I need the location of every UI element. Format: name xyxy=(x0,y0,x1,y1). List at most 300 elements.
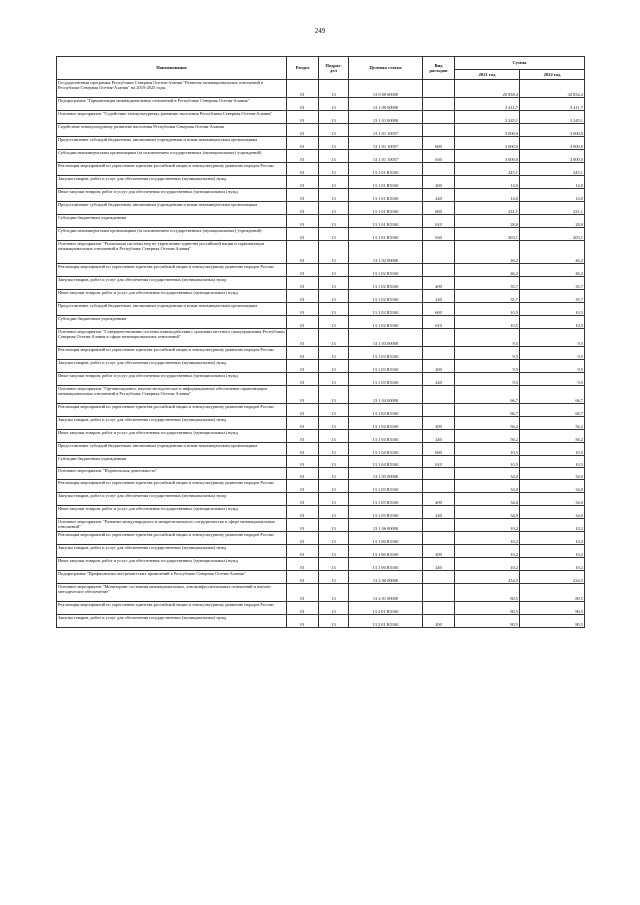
row-subsection-cell: 13 xyxy=(319,228,349,241)
row-amount-2021-cell: 3 000,0 xyxy=(455,137,520,150)
row-expense-type-cell: 630 xyxy=(423,150,455,163)
row-name-cell: Предоставление субсидий бюджетным, автономным учреждениям и иным некоммерческим организациям xyxy=(57,137,287,150)
row-amount-2022-cell: 10,5 xyxy=(520,443,585,456)
row-subsection-cell: 13 xyxy=(319,202,349,215)
row-section-cell: 01 xyxy=(287,493,319,506)
row-amount-2021-cell: 10,2 xyxy=(455,532,520,545)
row-expense-type-cell: 200 xyxy=(423,360,455,373)
table-row xyxy=(57,137,585,150)
table-row xyxy=(57,480,585,493)
row-expense-type-cell xyxy=(423,241,455,264)
row-amount-2021-cell: 34,0 xyxy=(455,493,520,506)
row-subsection-cell: 13 xyxy=(319,558,349,571)
row-subsection-cell: 13 xyxy=(319,189,349,202)
row-amount-2022-cell: 80,5 xyxy=(520,615,585,628)
row-target-article-cell: 13 1 01 R5160 xyxy=(349,189,423,202)
row-expense-type-cell xyxy=(423,480,455,493)
row-amount-2021-cell: 245,1 xyxy=(455,163,520,176)
row-amount-2022-cell: 3 000,0 xyxy=(520,137,585,150)
row-amount-2021-cell: 34,0 xyxy=(455,506,520,519)
row-name-cell: Предоставление субсидий бюджетным, автономным учреждениям и иным некоммерческим организациям xyxy=(57,303,287,316)
row-target-article-cell: 13 1 04 R5160 xyxy=(349,430,423,443)
row-target-article-cell: 13 1 02 R5160 xyxy=(349,264,423,277)
header-target-article: Целевая статья xyxy=(349,57,423,80)
row-subsection-cell: 13 xyxy=(319,176,349,189)
header-amount: Сумма xyxy=(455,57,585,70)
row-expense-type-cell xyxy=(423,124,455,137)
row-section-cell: 01 xyxy=(287,571,319,584)
row-subsection-cell: 13 xyxy=(319,468,349,480)
row-name-cell: Реализация мероприятий по укреплению единства российской нации и этнокультурному развитию народов России xyxy=(57,347,287,360)
row-name-cell: Подпрограмма "Профилактика экстремистских проявлений в Республике Северная Осетия-Алания" xyxy=(57,571,287,584)
row-amount-2021-cell: 10,5 xyxy=(455,303,520,316)
row-amount-2022-cell: 231,1 xyxy=(520,202,585,215)
table-row xyxy=(57,347,585,360)
table-row xyxy=(57,264,585,277)
row-name-cell: Иные закупки товаров, работ и услуг для обеспечения государственных (муниципальных) нужд xyxy=(57,430,287,443)
row-amount-2021-cell: 10,5 xyxy=(455,316,520,329)
row-expense-type-cell xyxy=(423,468,455,480)
row-subsection-cell: 13 xyxy=(319,303,349,316)
table-row xyxy=(57,443,585,456)
row-name-cell: Иные закупки товаров, работ и услуг для обеспечения государственных (муниципальных) нужд xyxy=(57,373,287,386)
table-row xyxy=(57,558,585,571)
row-amount-2021-cell: 66,7 xyxy=(455,404,520,417)
row-amount-2021-cell: 3 245,1 xyxy=(455,111,520,124)
row-amount-2022-cell: 10,5 xyxy=(520,316,585,329)
row-subsection-cell: 13 xyxy=(319,443,349,456)
table-row xyxy=(57,189,585,202)
row-amount-2022-cell: 9,5 xyxy=(520,360,585,373)
row-subsection-cell: 13 xyxy=(319,615,349,628)
row-amount-2021-cell: 56,2 xyxy=(455,417,520,430)
row-amount-2021-cell: 14,0 xyxy=(455,189,520,202)
table-row xyxy=(57,584,585,602)
row-target-article-cell: 13 2 01 00000 xyxy=(349,584,423,602)
table-row xyxy=(57,519,585,532)
row-name-cell: Закупка товаров, работ и услуг для обеспечения государственных (муниципальных) нужд xyxy=(57,360,287,373)
row-amount-2021-cell: 234,5 xyxy=(455,571,520,584)
row-section-cell: 01 xyxy=(287,532,319,545)
row-section-cell: 01 xyxy=(287,584,319,602)
row-name-cell: Основное мероприятие "Развитие международного и межрегионального сотрудничества в сфере межнациональных отношений" xyxy=(57,519,287,532)
row-name-cell: Закупка товаров, работ и услуг для обеспечения государственных (муниципальных) нужд xyxy=(57,493,287,506)
row-name-cell: Основное мероприятие "Организационно, научно-методическое и информационное обеспечение гармонизации межнациональных отношений в Республике Северная Осетия-Алания" xyxy=(57,386,287,404)
row-amount-2021-cell: 35,7 xyxy=(455,290,520,303)
table-row xyxy=(57,329,585,347)
row-amount-2021-cell: 46,2 xyxy=(455,241,520,264)
row-expense-type-cell: 200 xyxy=(423,615,455,628)
row-target-article-cell: 13 1 03 R5160 xyxy=(349,373,423,386)
header-name: Наименование xyxy=(57,57,287,80)
row-amount-2021-cell: 3 000,0 xyxy=(455,150,520,163)
row-subsection-cell: 13 xyxy=(319,98,349,111)
row-target-article-cell: 13 1 03 00000 xyxy=(349,329,423,347)
table-row xyxy=(57,316,585,329)
row-target-article-cell: 13 1 02 R5160 xyxy=(349,316,423,329)
row-section-cell: 01 xyxy=(287,228,319,241)
row-name-cell: Субсидии некоммерческим организациям (за исключением государственных (муниципальных) учреждений) xyxy=(57,228,287,241)
header-year-2022: 2022 год xyxy=(520,70,585,80)
table-row xyxy=(57,98,585,111)
row-target-article-cell: 13 1 06 00000 xyxy=(349,519,423,532)
row-amount-2022-cell: 14,0 xyxy=(520,176,585,189)
row-target-article-cell: 13 1 06 R5160 xyxy=(349,558,423,571)
row-name-cell: Реализация мероприятий по укреплению единства российской нации и этнокультурному развитию народов России xyxy=(57,404,287,417)
row-section-cell: 01 xyxy=(287,98,319,111)
row-target-article-cell: 13 1 01 10057 xyxy=(349,137,423,150)
row-section-cell: 01 xyxy=(287,277,319,290)
row-subsection-cell: 13 xyxy=(319,493,349,506)
row-target-article-cell: 13 1 05 R5160 xyxy=(349,506,423,519)
row-expense-type-cell: 600 xyxy=(423,303,455,316)
table-body xyxy=(57,80,585,628)
row-amount-2021-cell: 56,2 xyxy=(455,430,520,443)
row-amount-2021-cell: 3 411,7 xyxy=(455,98,520,111)
row-target-article-cell: 13 1 01 R5160 xyxy=(349,202,423,215)
row-expense-type-cell xyxy=(423,264,455,277)
row-expense-type-cell: 610 xyxy=(423,316,455,329)
row-subsection-cell: 13 xyxy=(319,545,349,558)
row-expense-type-cell xyxy=(423,404,455,417)
header-subsection: Подраз- дел xyxy=(319,57,349,80)
row-section-cell: 01 xyxy=(287,373,319,386)
row-amount-2022-cell: 234,5 xyxy=(520,571,585,584)
row-subsection-cell: 13 xyxy=(319,571,349,584)
row-name-cell: Предоставление субсидий бюджетным, автономным учреждениям и иным некоммерческим организациям xyxy=(57,202,287,215)
row-name-cell: Реализация мероприятий по укреплению единства российской нации и этнокультурному развитию народов России xyxy=(57,264,287,277)
row-expense-type-cell: 200 xyxy=(423,176,455,189)
row-subsection-cell: 13 xyxy=(319,347,349,360)
row-section-cell: 01 xyxy=(287,386,319,404)
row-name-cell: Основное мероприятие "Совершенствование системы взаимодействия с органами местного самоуправления Республики Северная Осетия-Алания в сфере межнациональных отношений" xyxy=(57,329,287,347)
row-section-cell: 01 xyxy=(287,329,319,347)
row-amount-2021-cell: 10,2 xyxy=(455,558,520,571)
row-name-cell: Иные закупки товаров, работ и услуг для обеспечения государственных (муниципальных) нужд xyxy=(57,290,287,303)
row-amount-2022-cell: 10,2 xyxy=(520,545,585,558)
row-subsection-cell: 13 xyxy=(319,602,349,615)
row-section-cell: 01 xyxy=(287,264,319,277)
table-row xyxy=(57,228,585,241)
row-section-cell: 01 xyxy=(287,111,319,124)
table-row xyxy=(57,215,585,228)
row-name-cell: Иные закупки товаров, работ и услуг для обеспечения государственных (муниципальных) нужд xyxy=(57,506,287,519)
row-subsection-cell: 13 xyxy=(319,519,349,532)
row-name-cell: Закупка товаров, работ и услуг для обеспечения государственных (муниципальных) нужд xyxy=(57,176,287,189)
row-expense-type-cell: 240 xyxy=(423,373,455,386)
row-target-article-cell: 13 1 04 00000 xyxy=(349,386,423,404)
row-section-cell: 01 xyxy=(287,241,319,264)
row-expense-type-cell: 240 xyxy=(423,189,455,202)
row-name-cell: Реализация мероприятий по укреплению единства российской нации и этнокультурному развитию народов России xyxy=(57,163,287,176)
row-subsection-cell: 13 xyxy=(319,215,349,228)
row-expense-type-cell xyxy=(423,532,455,545)
row-amount-2022-cell: 35,7 xyxy=(520,290,585,303)
row-subsection-cell: 13 xyxy=(319,277,349,290)
row-target-article-cell: 13 1 04 R5160 xyxy=(349,417,423,430)
table-row xyxy=(57,456,585,468)
row-amount-2022-cell: 80,5 xyxy=(520,602,585,615)
row-target-article-cell: 13 1 04 R5160 xyxy=(349,443,423,456)
row-subsection-cell: 13 xyxy=(319,360,349,373)
row-amount-2022-cell: 80,5 xyxy=(520,584,585,602)
table-row xyxy=(57,150,585,163)
row-name-cell: Реализация мероприятий по укреплению единства российской нации и этнокультурному развитию народов России xyxy=(57,602,287,615)
row-subsection-cell: 13 xyxy=(319,404,349,417)
row-amount-2021-cell: 34,0 xyxy=(455,480,520,493)
row-section-cell: 01 xyxy=(287,316,319,329)
row-amount-2022-cell: 9,5 xyxy=(520,373,585,386)
row-section-cell: 01 xyxy=(287,480,319,493)
row-name-cell: Закупка товаров, работ и услуг для обеспечения государственных (муниципальных) нужд xyxy=(57,615,287,628)
row-section-cell: 01 xyxy=(287,150,319,163)
row-target-article-cell: 13 1 04 R5160 xyxy=(349,456,423,468)
row-amount-2021-cell: 9,5 xyxy=(455,373,520,386)
table-row xyxy=(57,373,585,386)
row-subsection-cell: 13 xyxy=(319,532,349,545)
row-section-cell: 01 xyxy=(287,176,319,189)
row-name-cell: Реализация мероприятий по укреплению единства российской нации и этнокультурному развитию народов России xyxy=(57,480,287,493)
row-section-cell: 01 xyxy=(287,303,319,316)
row-expense-type-cell xyxy=(423,347,455,360)
row-name-cell: Основное мероприятие "Мониторинг состояния межнациональных, этноконфессиональных отношений и научно-методическое обеспечение" xyxy=(57,584,287,602)
row-subsection-cell: 13 xyxy=(319,329,349,347)
row-expense-type-cell: 600 xyxy=(423,202,455,215)
table-row xyxy=(57,430,585,443)
row-section-cell: 01 xyxy=(287,558,319,571)
row-amount-2021-cell: 10,5 xyxy=(455,456,520,468)
row-amount-2021-cell: 28,0 xyxy=(455,215,520,228)
row-amount-2022-cell: 3 411,7 xyxy=(520,98,585,111)
row-name-cell: Иные закупки товаров, работ и услуг для обеспечения государственных (муниципальных) нужд xyxy=(57,558,287,571)
row-section-cell: 01 xyxy=(287,347,319,360)
row-expense-type-cell xyxy=(423,329,455,347)
row-target-article-cell: 13 1 04 R5160 xyxy=(349,404,423,417)
row-section-cell: 01 xyxy=(287,468,319,480)
row-name-cell: Закупка товаров, работ и услуг для обеспечения государственных (муниципальных) нужд xyxy=(57,545,287,558)
row-section-cell: 01 xyxy=(287,137,319,150)
row-name-cell: Содействие этнокультурному развитию населения Республики Северная Осетия-Алания xyxy=(57,124,287,137)
row-section-cell: 01 xyxy=(287,189,319,202)
row-subsection-cell: 13 xyxy=(319,456,349,468)
row-amount-2022-cell: 46,2 xyxy=(520,264,585,277)
row-amount-2021-cell: 10,5 xyxy=(455,443,520,456)
row-amount-2021-cell: 80,5 xyxy=(455,584,520,602)
row-section-cell: 01 xyxy=(287,443,319,456)
row-target-article-cell: 13 1 06 R5160 xyxy=(349,532,423,545)
row-name-cell: Государственная программа Республики Северная Осетия-Алания "Развитие межнациональных отношений в Республике Северная Осетия-Алания" на 2019-2025 годы xyxy=(57,80,287,98)
table-row xyxy=(57,602,585,615)
row-expense-type-cell xyxy=(423,584,455,602)
row-target-article-cell: 13 1 00 00000 xyxy=(349,98,423,111)
row-expense-type-cell: 200 xyxy=(423,545,455,558)
row-expense-type-cell: 200 xyxy=(423,277,455,290)
row-section-cell: 01 xyxy=(287,430,319,443)
row-target-article-cell: 13 1 06 R5160 xyxy=(349,545,423,558)
row-expense-type-cell: 240 xyxy=(423,290,455,303)
table-row xyxy=(57,124,585,137)
table-row xyxy=(57,615,585,628)
row-section-cell: 01 xyxy=(287,456,319,468)
row-expense-type-cell xyxy=(423,602,455,615)
table-row xyxy=(57,386,585,404)
row-subsection-cell: 13 xyxy=(319,480,349,493)
table-row xyxy=(57,202,585,215)
table-row xyxy=(57,290,585,303)
row-amount-2022-cell: 34 834,4 xyxy=(520,80,585,98)
row-name-cell: Основное мероприятие "Издательская деятельность" xyxy=(57,468,287,480)
row-amount-2022-cell: 34,0 xyxy=(520,468,585,480)
row-amount-2022-cell: 34,0 xyxy=(520,506,585,519)
table-row xyxy=(57,571,585,584)
row-subsection-cell: 13 xyxy=(319,584,349,602)
row-name-cell: Закупка товаров, работ и услуг для обеспечения государственных (муниципальных) нужд xyxy=(57,417,287,430)
row-amount-2021-cell: 3 000,0 xyxy=(455,124,520,137)
row-amount-2021-cell: 10,2 xyxy=(455,519,520,532)
row-amount-2021-cell: 46,2 xyxy=(455,264,520,277)
table-row xyxy=(57,241,585,264)
row-target-article-cell: 13 1 03 R5160 xyxy=(349,347,423,360)
table-row xyxy=(57,532,585,545)
row-subsection-cell: 13 xyxy=(319,290,349,303)
row-name-cell: Основное мероприятие "Содействие этнокультурному развитию населения Республики Северная Осетия-Алания" xyxy=(57,111,287,124)
row-expense-type-cell xyxy=(423,386,455,404)
table-row xyxy=(57,303,585,316)
row-expense-type-cell: 240 xyxy=(423,558,455,571)
row-amount-2022-cell: 28,0 xyxy=(520,215,585,228)
row-target-article-cell: 13 1 01 00000 xyxy=(349,111,423,124)
row-amount-2022-cell: 3 245,1 xyxy=(520,111,585,124)
table-row xyxy=(57,404,585,417)
page-number: 249 xyxy=(314,27,326,35)
row-name-cell: Субсидии некоммерческим организациям (за исключением государственных (муниципальных) учреждений) xyxy=(57,150,287,163)
header-expense-type: Вид расходов xyxy=(423,57,455,80)
row-subsection-cell: 13 xyxy=(319,430,349,443)
row-amount-2021-cell: 203,1 xyxy=(455,228,520,241)
row-expense-type-cell: 240 xyxy=(423,430,455,443)
table-header xyxy=(57,57,585,80)
row-subsection-cell: 13 xyxy=(319,373,349,386)
row-expense-type-cell xyxy=(423,163,455,176)
table-row xyxy=(57,80,585,98)
row-amount-2022-cell: 56,2 xyxy=(520,430,585,443)
row-amount-2021-cell: 9,5 xyxy=(455,347,520,360)
row-expense-type-cell: 600 xyxy=(423,137,455,150)
row-name-cell: Субсидии бюджетным учреждениям xyxy=(57,316,287,329)
row-amount-2022-cell: 9,5 xyxy=(520,347,585,360)
row-section-cell: 01 xyxy=(287,615,319,628)
row-subsection-cell: 13 xyxy=(319,150,349,163)
row-target-article-cell: 13 2 01 R5160 xyxy=(349,602,423,615)
row-name-cell: Субсидии бюджетным учреждениям xyxy=(57,456,287,468)
row-amount-2021-cell: 14,0 xyxy=(455,176,520,189)
row-section-cell: 01 xyxy=(287,545,319,558)
row-amount-2022-cell: 14,0 xyxy=(520,189,585,202)
row-subsection-cell: 13 xyxy=(319,163,349,176)
row-target-article-cell: 13 2 01 R5160 xyxy=(349,615,423,628)
row-amount-2021-cell: 35,7 xyxy=(455,277,520,290)
row-amount-2022-cell: 66,7 xyxy=(520,386,585,404)
row-expense-type-cell xyxy=(423,111,455,124)
row-target-article-cell: 13 1 01 10057 xyxy=(349,124,423,137)
row-section-cell: 01 xyxy=(287,124,319,137)
row-amount-2022-cell: 46,2 xyxy=(520,241,585,264)
row-subsection-cell: 13 xyxy=(319,417,349,430)
table-row xyxy=(57,506,585,519)
row-section-cell: 01 xyxy=(287,163,319,176)
row-target-article-cell: 13 1 02 R5160 xyxy=(349,277,423,290)
row-name-cell: Реализация мероприятий по укреплению единства российской нации и этнокультурному развитию народов России xyxy=(57,532,287,545)
row-amount-2021-cell: 231,1 xyxy=(455,202,520,215)
row-target-article-cell: 13 1 05 R5160 xyxy=(349,493,423,506)
table-row xyxy=(57,417,585,430)
row-amount-2021-cell: 80,5 xyxy=(455,615,520,628)
row-target-article-cell: 13 1 05 00000 xyxy=(349,468,423,480)
row-subsection-cell: 13 xyxy=(319,241,349,264)
row-amount-2022-cell: 35,7 xyxy=(520,277,585,290)
row-subsection-cell: 13 xyxy=(319,264,349,277)
row-expense-type-cell xyxy=(423,571,455,584)
row-amount-2022-cell: 66,7 xyxy=(520,404,585,417)
table-row xyxy=(57,468,585,480)
row-target-article-cell: 13 1 02 00000 xyxy=(349,241,423,264)
row-target-article-cell: 13 1 01 R5160 xyxy=(349,176,423,189)
row-amount-2021-cell: 80,5 xyxy=(455,602,520,615)
table-row xyxy=(57,493,585,506)
row-subsection-cell: 13 xyxy=(319,506,349,519)
row-name-cell: Иные закупки товаров, работ и услуг для обеспечения государственных (муниципальных) нужд xyxy=(57,189,287,202)
row-target-article-cell: 13 1 01 R5160 xyxy=(349,163,423,176)
row-target-article-cell: 13 1 01 R5160 xyxy=(349,228,423,241)
row-target-article-cell: 13 1 03 R5160 xyxy=(349,360,423,373)
row-section-cell: 01 xyxy=(287,602,319,615)
row-name-cell: Закупка товаров, работ и услуг для обеспечения государственных (муниципальных) нужд xyxy=(57,277,287,290)
row-target-article-cell: 13 1 01 10057 xyxy=(349,150,423,163)
table-row xyxy=(57,111,585,124)
row-amount-2021-cell: 26 838,4 xyxy=(455,80,520,98)
row-amount-2022-cell: 10,2 xyxy=(520,519,585,532)
row-amount-2022-cell: 9,5 xyxy=(520,329,585,347)
row-subsection-cell: 13 xyxy=(319,111,349,124)
row-amount-2021-cell: 66,7 xyxy=(455,386,520,404)
row-amount-2022-cell: 10,5 xyxy=(520,303,585,316)
row-expense-type-cell: 610 xyxy=(423,456,455,468)
row-section-cell: 01 xyxy=(287,360,319,373)
row-amount-2021-cell: 9,5 xyxy=(455,329,520,347)
row-amount-2022-cell: 10,2 xyxy=(520,558,585,571)
row-expense-type-cell: 610 xyxy=(423,215,455,228)
row-name-cell: Подпрограмма "Гармонизация межнациональных отношений в Республике Северная Осетия-Алания" xyxy=(57,98,287,111)
row-name-cell: Предоставление субсидий бюджетным, автономным учреждениям и иным некоммерческим организациям xyxy=(57,443,287,456)
row-expense-type-cell: 600 xyxy=(423,443,455,456)
row-amount-2022-cell: 203,1 xyxy=(520,228,585,241)
row-amount-2022-cell: 10,2 xyxy=(520,532,585,545)
row-amount-2022-cell: 56,2 xyxy=(520,417,585,430)
row-expense-type-cell: 200 xyxy=(423,417,455,430)
row-name-cell: Основное мероприятие "Реализация системы мер по укреплению единства российской нации и гармонизации межнациональных отношений в Республике Северная Осетия-Алания" xyxy=(57,241,287,264)
row-expense-type-cell: 240 xyxy=(423,506,455,519)
row-target-article-cell: 13 1 02 R5160 xyxy=(349,303,423,316)
header-year-2021: 2021 год xyxy=(455,70,520,80)
row-amount-2021-cell: 34,0 xyxy=(455,468,520,480)
row-section-cell: 01 xyxy=(287,215,319,228)
row-section-cell: 01 xyxy=(287,290,319,303)
row-section-cell: 01 xyxy=(287,404,319,417)
table-row xyxy=(57,545,585,558)
row-expense-type-cell xyxy=(423,519,455,532)
row-section-cell: 01 xyxy=(287,519,319,532)
row-expense-type-cell: 630 xyxy=(423,228,455,241)
